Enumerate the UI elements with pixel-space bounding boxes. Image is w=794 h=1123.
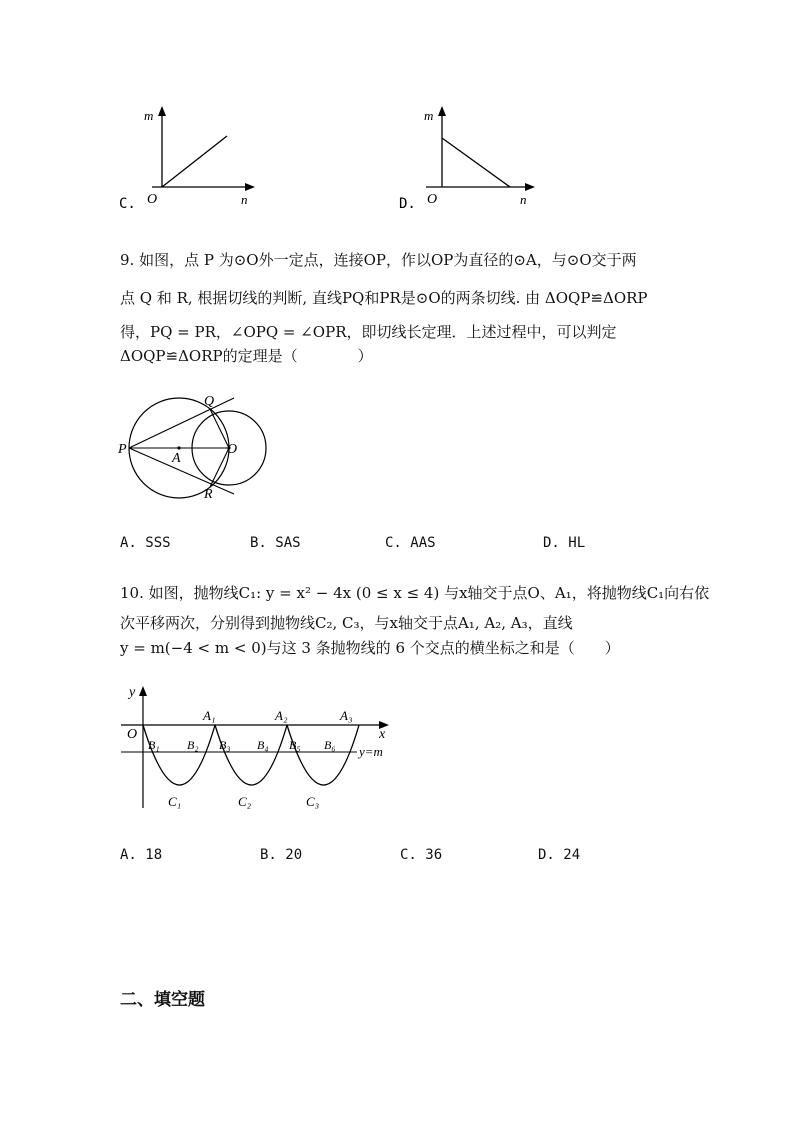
y-axis-label: y — [129, 685, 136, 700]
graph-option-d — [390, 100, 550, 215]
q10-option-a[interactable]: A. 18 — [120, 847, 163, 863]
curve-c2-label: C₂ — [238, 794, 252, 809]
q9-line-4: ΔOQP≌ΔORP的定理是（ ） — [120, 347, 373, 365]
q9-option-d[interactable]: D. HL — [543, 535, 586, 551]
q9-line-1: 9. 如图，点 P 为⊙O外一定点，连接OP，作以OP为直径的⊙A，与⊙O交于两 — [120, 251, 637, 269]
q9-option-a[interactable]: A. SSS — [120, 535, 171, 551]
point-b6-label: B₆ — [324, 738, 336, 752]
point-a1-label: A₁ — [203, 708, 216, 723]
point-o-label: O — [227, 442, 238, 457]
curve-c1-label: C₁ — [168, 794, 182, 809]
q9-option-b[interactable]: B. SAS — [250, 535, 301, 551]
q10-parabola-figure — [115, 680, 400, 815]
option-c-label: C. — [119, 196, 136, 212]
curve-c3-label: C₃ — [306, 794, 320, 809]
n-axis-label: n — [520, 192, 527, 207]
point-r-label: R — [204, 487, 213, 502]
option-d-label: D. — [399, 196, 416, 212]
origin-label: O — [127, 727, 138, 742]
x-axis-label: x — [379, 727, 386, 742]
q10-option-c[interactable]: C. 36 — [400, 847, 443, 863]
m-axis-label: m — [144, 108, 154, 123]
n-axis-label: n — [241, 192, 248, 207]
point-q-label: Q — [204, 394, 215, 409]
q10-line-2: 次平移两次，分别得到抛物线C₂, C₃，与x轴交于点A₁, A₂, A₃，直线 — [120, 614, 573, 632]
point-b4-label: B₄ — [257, 738, 269, 752]
q10-line-3: y = m(−4 < m < 0)与这 3 条抛物线的 6 个交点的横坐标之和是（ ） — [120, 639, 620, 657]
line-y-m-label: y=m — [359, 744, 383, 759]
q9-option-c[interactable]: C. AAS — [385, 535, 436, 551]
q10-option-d[interactable]: D. 24 — [538, 847, 581, 863]
graph-option-c — [110, 100, 270, 215]
point-b2-label: B₂ — [187, 738, 199, 752]
point-a-label: A — [172, 451, 181, 466]
origin-label: O — [147, 192, 158, 207]
origin-label: O — [427, 192, 438, 207]
q9-circle-figure — [112, 388, 282, 506]
q10-line-1: 10. 如图，抛物线C₁: y = x² − 4x (0 ≤ x ≤ 4) 与x轴交于点O、A₁，将抛物线C₁向右依 — [120, 584, 710, 602]
m-axis-label: m — [424, 108, 434, 123]
q9-line-3: 得，PQ = PR，∠OPQ = ∠OPR，即切线长定理．上述过程中，可以判定 — [120, 323, 617, 341]
point-a2-label: A₂ — [275, 708, 288, 723]
point-b3-label: B₃ — [219, 738, 231, 752]
point-b5-label: B₅ — [289, 738, 301, 752]
point-b1-label: B₁ — [148, 738, 160, 752]
section-heading: 二、填空题 — [120, 990, 205, 1010]
point-p-label: P — [118, 442, 127, 457]
point-a3-label: A₃ — [340, 708, 353, 723]
q9-line-2: 点 Q 和 R, 根据切线的判断, 直线PQ和PR是⊙O的两条切线. 由 ΔOQP≌ΔORP — [120, 289, 648, 307]
q10-option-b[interactable]: B. 20 — [260, 847, 303, 863]
